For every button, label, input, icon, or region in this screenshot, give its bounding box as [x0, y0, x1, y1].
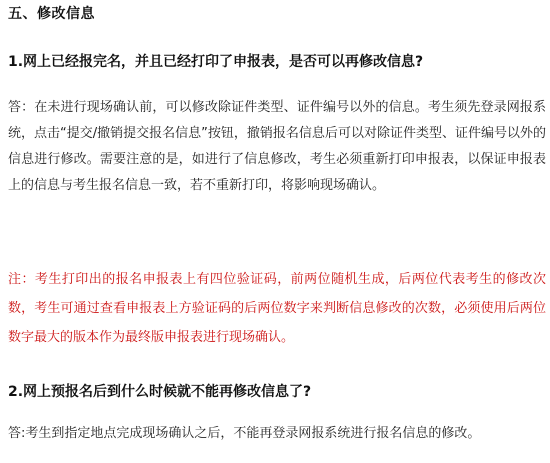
- question-1: 1.网上已经报完名，并且已经打印了申报表，是否可以再修改信息?: [8, 54, 424, 70]
- question-2: 2.网上预报名后到什么时候就不能再修改信息了?: [8, 384, 312, 400]
- section-title: 五、修改信息: [8, 6, 95, 22]
- answer-1-note: 注：考生打印出的报名申报表上有四位验证码，前两位随机生成，后两位代表考生的修改次数，考生可通过查看申报表上方验证码的后两位数字来判断信息修改的次数，必须使用后两位数字最大的版本作为最终版申报表进行现场确认。: [8, 272, 546, 345]
- answer-2: 答:考生到指定地点完成现场确认之后，不能再登录网报系统进行报名信息的修改。: [8, 426, 481, 441]
- answer-1: 答：在未进行现场确认前，可以修改除证件类型、证件编号以外的信息。考生须先登录网报系统，点击“提交/撤销提交报名信息”按钮，撤销报名信息后可以对除证件类型、证件编号以外的信息进行修改。需要注意的是，如进行了信息修改，考生必须重新打印申报表，以保证申报表上的信息与考生报名信息一致，若不重新打印，将影响现场确认。: [8, 100, 546, 193]
